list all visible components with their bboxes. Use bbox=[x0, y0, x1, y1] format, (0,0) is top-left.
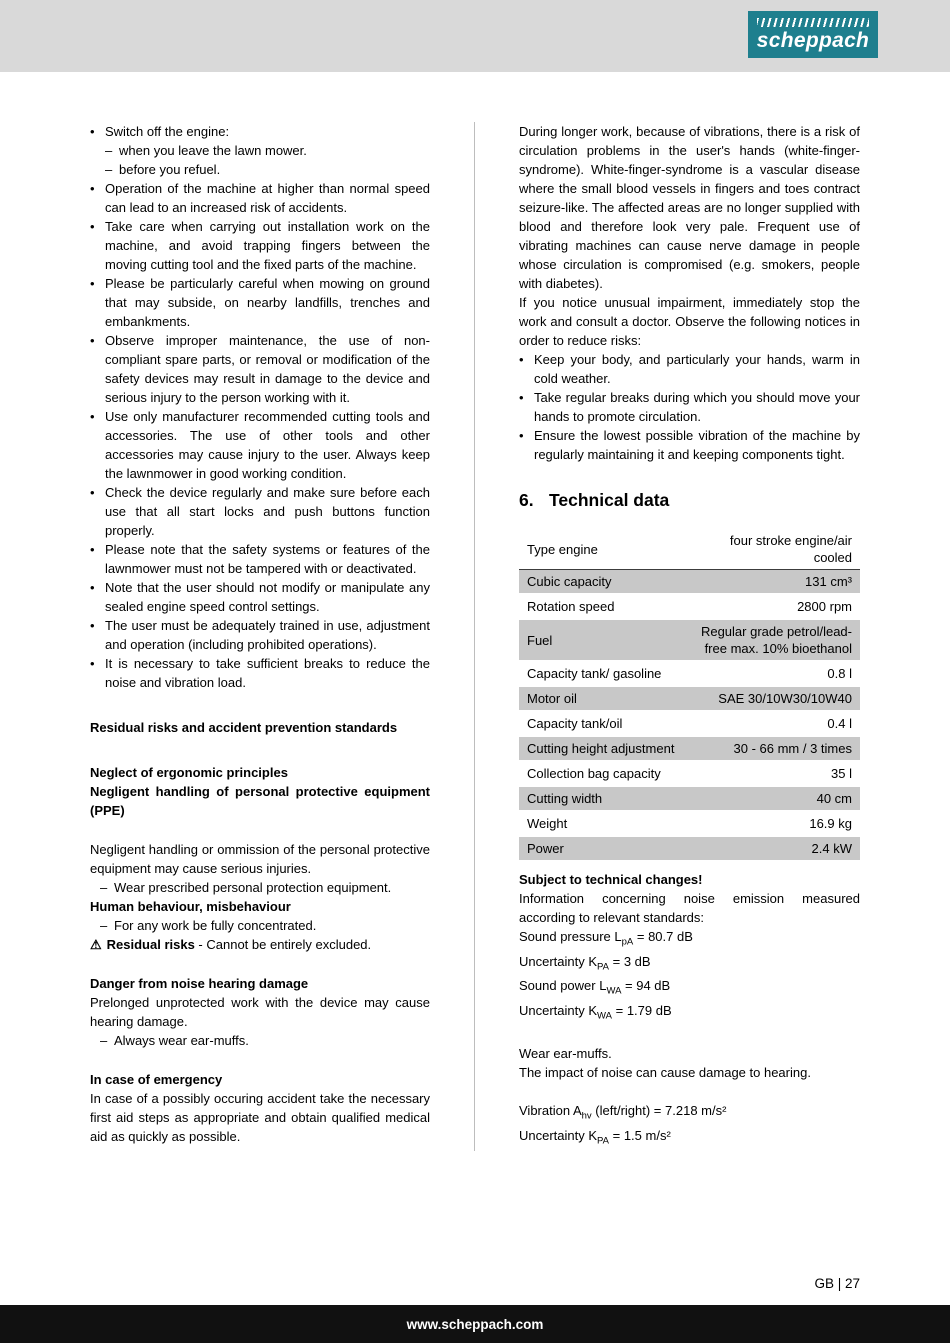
page-number: GB | 27 bbox=[814, 1276, 860, 1291]
list-item bbox=[519, 350, 860, 388]
section-heading-residual-risks: Residual risks and accident prevention standards bbox=[90, 720, 398, 735]
ear-muffs-block bbox=[519, 1044, 860, 1082]
table-cell-label: Power bbox=[527, 841, 564, 856]
subscript: WA bbox=[606, 985, 622, 997]
subscript: PA bbox=[597, 1135, 610, 1147]
scheppach-logo bbox=[748, 11, 878, 58]
list-item-text: Switch off the engine: bbox=[105, 124, 230, 139]
bullet-marker: • bbox=[90, 124, 95, 139]
heading-noise-danger: Danger from noise hearing damage bbox=[90, 976, 309, 991]
subscript: WA bbox=[597, 1010, 612, 1022]
impairment-paragraph: If you notice unusual impairment, immediately stop the work and consult a doctor. Observe the following notices in order to reduce risks: bbox=[519, 295, 860, 348]
dash-item bbox=[100, 1031, 430, 1050]
list-subitem bbox=[105, 141, 430, 160]
line-text: = 94 dB bbox=[621, 978, 671, 994]
line-text: = 1.79 dB bbox=[612, 1002, 672, 1018]
right-column bbox=[519, 122, 860, 1151]
list-item bbox=[90, 331, 430, 407]
dash-marker: – bbox=[100, 918, 108, 933]
dash-item bbox=[100, 916, 430, 935]
noise-value-line bbox=[519, 1001, 860, 1026]
vibration-paragraph: During longer work, because of vibrations, there is a risk of circulation problems in the user's hands (white-finger-syndrome). White-finger-syndrome is a vascular disease where the small blood vessels in fingers and toes contract seizure-like. The affected areas are no longer supplied with blood and therefore look very pale. Frequent use of vibrating machines can cause nerve damage in people whose circulation is compromised (e.g. smokers, people with diabetes). bbox=[519, 124, 860, 291]
table-row bbox=[519, 595, 860, 620]
line-text: = 1.5 m/s² bbox=[609, 1127, 671, 1143]
table-row bbox=[519, 812, 860, 837]
ear-muffs-line: Wear ear-muffs. bbox=[519, 1046, 612, 1062]
bullet-marker: • bbox=[90, 580, 95, 595]
list-item-text: Please note that the safety systems or features of the lawnmower must not be tampered with or deactivated. bbox=[105, 542, 430, 576]
table-row bbox=[519, 737, 860, 762]
list-item-text: Take care when carrying out installation work on the machine, and avoid trapping fingers between the moving cutting tool and the fixed parts of the machine. bbox=[105, 219, 430, 272]
table-cell-value: 2800 rpm bbox=[797, 599, 852, 614]
list-item bbox=[90, 217, 430, 274]
bullet-marker: • bbox=[90, 618, 95, 633]
dash-marker: – bbox=[105, 143, 113, 158]
ppe-paragraph: Negligent handling or ommission of the personal protective equipment may cause serious injuries. bbox=[90, 842, 430, 876]
table-cell-label: Capacity tank/ gasoline bbox=[527, 666, 662, 681]
vibration-value-line bbox=[519, 1101, 860, 1126]
list-item bbox=[90, 122, 430, 141]
table-cell-label: Weight bbox=[527, 816, 568, 831]
list-item bbox=[90, 578, 430, 616]
table-cell-value: 131 cm³ bbox=[805, 574, 852, 589]
safety-bullet-list bbox=[90, 122, 430, 692]
subscript: hv bbox=[581, 1110, 592, 1122]
table-cell-label: Cutting height adjustment bbox=[527, 741, 675, 756]
list-item-text: Ensure the lowest possible vibration of the machine by regularly maintaining it and keeping components tight. bbox=[534, 428, 860, 462]
line-text: = 3 dB bbox=[609, 953, 651, 969]
table-cell-label: Capacity tank/oil bbox=[527, 716, 623, 731]
bullet-marker: • bbox=[519, 352, 524, 367]
list-item bbox=[90, 179, 430, 217]
noise-damage-line: The impact of noise can cause damage to hearing. bbox=[519, 1065, 811, 1081]
dash-marker: – bbox=[100, 880, 108, 895]
subscript: PA bbox=[597, 961, 610, 973]
section-title: Technical data bbox=[549, 490, 670, 510]
table-cell-label: Collection bag capacity bbox=[527, 766, 661, 781]
list-item bbox=[90, 483, 430, 540]
line-text: Sound pressure L bbox=[519, 929, 622, 944]
table-row bbox=[519, 620, 860, 662]
dash-marker: – bbox=[105, 162, 113, 177]
heading-emergency: In case of emergency bbox=[90, 1072, 223, 1087]
table-cell-value: 2.4 kW bbox=[811, 841, 852, 856]
table-cell-value: Regular grade petrol/lead-free max. 10% bioethanol bbox=[700, 624, 852, 656]
bullet-marker: • bbox=[90, 542, 95, 557]
emergency-paragraph: In case of a possibly occuring accident take the necessary first aid steps as appropriate and obtain qualified medical aid as quickly as possible. bbox=[90, 1091, 430, 1144]
table-cell-label: Type engine bbox=[527, 541, 598, 557]
list-item bbox=[90, 654, 430, 692]
risk-reduction-list bbox=[519, 350, 860, 464]
bullet-marker: • bbox=[519, 428, 524, 443]
heading-neglect-ergonomic: Neglect of ergonomic principles bbox=[90, 765, 288, 780]
line-text: (left/right) = 7.218 m/s² bbox=[591, 1103, 727, 1119]
bullet-marker: • bbox=[90, 219, 95, 234]
line-text: = 80.7 dB bbox=[633, 929, 693, 944]
residual-risks-note bbox=[90, 935, 430, 954]
section-number: 6. bbox=[519, 490, 534, 510]
list-item bbox=[519, 426, 860, 464]
table-row bbox=[519, 837, 860, 862]
table-row bbox=[519, 787, 860, 812]
list-item-text: Please be particularly careful when mowing on ground that may subside, on nearby landfills, trenches and embankments. bbox=[105, 276, 430, 329]
table-cell-label: Motor oil bbox=[527, 691, 577, 706]
table-row bbox=[519, 712, 860, 737]
table-row bbox=[519, 570, 860, 595]
list-item bbox=[90, 274, 430, 331]
line-text: Vibration A bbox=[519, 1103, 582, 1119]
technical-data-table bbox=[519, 529, 860, 862]
bullet-marker: • bbox=[90, 656, 95, 671]
noise-value-line bbox=[519, 952, 860, 977]
list-item bbox=[90, 407, 430, 483]
column-gutter bbox=[430, 122, 519, 1151]
table-cell-value: four stroke engine/air cooled bbox=[729, 533, 852, 565]
list-item-text: The user must be adequately trained in use, adjustment and operation (including prohibited operations). bbox=[105, 618, 430, 652]
table-cell-value: 40 cm bbox=[816, 791, 852, 806]
list-item-text: Note that the user should not modify or manipulate any sealed engine speed control settings. bbox=[105, 580, 430, 614]
noise-values-block bbox=[519, 927, 860, 1025]
list-item-text: Observe improper maintenance, the use of non-compliant spare parts, or removal or modification of the safety devices may result in damage to the device and serious injury to the person working with it. bbox=[105, 333, 430, 405]
dash-item bbox=[100, 878, 430, 897]
bullet-marker: • bbox=[90, 409, 95, 424]
bullet-marker: • bbox=[90, 485, 95, 500]
dash-marker: – bbox=[100, 1033, 108, 1048]
noise-emission-info: Information concerning noise emission measured according to relevant standards: bbox=[519, 891, 860, 925]
vibration-value-line bbox=[519, 1126, 860, 1151]
table-row bbox=[519, 529, 860, 570]
line-text: Uncertainty K bbox=[519, 1002, 598, 1018]
dash-item-text: For any work be fully concentrated. bbox=[114, 918, 317, 933]
heading-human-behaviour: Human behaviour, misbehaviour bbox=[90, 899, 291, 914]
table-cell-value: 35 l bbox=[831, 766, 852, 781]
bullet-marker: • bbox=[90, 181, 95, 196]
list-item-text: Check the device regularly and make sure before each use that all start locks and push buttons function properly. bbox=[105, 485, 430, 538]
heading-ppe: Negligent handling of personal protective equipment (PPE) bbox=[90, 784, 430, 818]
bullet-marker: • bbox=[90, 276, 95, 291]
list-item-text: Keep your body, and particularly your hands, warm in cold weather. bbox=[534, 352, 860, 386]
table-row bbox=[519, 762, 860, 787]
residual-risks-rest: - Cannot be entirely excluded. bbox=[194, 937, 372, 952]
table-cell-value: 0.8 l bbox=[827, 666, 852, 681]
table-cell-label: Rotation speed bbox=[527, 599, 615, 614]
list-item bbox=[90, 540, 430, 578]
footer-bar bbox=[0, 1305, 950, 1343]
subscript: pA bbox=[621, 936, 634, 948]
footer-url: www.scheppach.com bbox=[406, 1316, 544, 1332]
table-row bbox=[519, 662, 860, 687]
table-cell-value: SAE 30/10W30/10W40 bbox=[718, 691, 852, 706]
list-item bbox=[519, 388, 860, 426]
vibration-values-block bbox=[519, 1101, 860, 1150]
dash-item-text: Wear prescribed personal protection equipment. bbox=[114, 880, 392, 895]
table-cell-label: Cubic capacity bbox=[527, 574, 612, 589]
bullet-marker: • bbox=[90, 333, 95, 348]
list-item-text: Take regular breaks during which you should move your hands to promote circulation. bbox=[534, 390, 860, 424]
logo-text: scheppach bbox=[756, 29, 870, 52]
list-item-text: Use only manufacturer recommended cutting tools and accessories. The use of other tools and other accessories may cause injury to the user. Always keep the lawnmower in good working condition. bbox=[105, 409, 430, 481]
table-row bbox=[519, 687, 860, 712]
two-column-content bbox=[90, 122, 860, 1151]
section-heading-technical-data bbox=[519, 490, 860, 511]
list-item bbox=[90, 616, 430, 654]
warning-triangle-icon: ⚠ bbox=[90, 937, 102, 952]
residual-risks-bold: Residual risks bbox=[106, 937, 195, 952]
header-bar bbox=[0, 0, 950, 72]
left-column bbox=[90, 122, 430, 1151]
noise-value-line bbox=[519, 976, 860, 1001]
table-cell-label: Cutting width bbox=[527, 791, 603, 806]
list-subitem-text: before you refuel. bbox=[119, 162, 221, 177]
subject-to-changes-note: Subject to technical changes! bbox=[519, 872, 703, 887]
list-item-text: It is necessary to take sufficient breaks to reduce the noise and vibration load. bbox=[105, 656, 430, 690]
table-cell-label: Fuel bbox=[527, 632, 553, 648]
line-text: Uncertainty K bbox=[519, 1127, 598, 1143]
table-cell-value: 16.9 kg bbox=[809, 816, 852, 831]
list-subitem-text: when you leave the lawn mower. bbox=[119, 143, 307, 158]
line-text: Sound power L bbox=[519, 978, 607, 994]
table-cell-value: 0.4 l bbox=[827, 716, 852, 731]
noise-value-line bbox=[519, 927, 860, 952]
logo-stripes-decoration bbox=[757, 18, 869, 27]
list-subitem bbox=[105, 160, 430, 179]
ergonomic-section bbox=[90, 763, 430, 820]
list-item-text: Operation of the machine at higher than normal speed can lead to an increased risk of accidents. bbox=[105, 181, 430, 215]
line-text: Uncertainty K bbox=[519, 953, 598, 969]
dash-item-text: Always wear ear-muffs. bbox=[114, 1033, 249, 1048]
table-cell-value: 30 - 66 mm / 3 times bbox=[733, 741, 852, 756]
noise-paragraph: Prelonged unprotected work with the device may cause hearing damage. bbox=[90, 995, 430, 1029]
column-divider bbox=[474, 122, 475, 1151]
bullet-marker: • bbox=[519, 390, 524, 405]
